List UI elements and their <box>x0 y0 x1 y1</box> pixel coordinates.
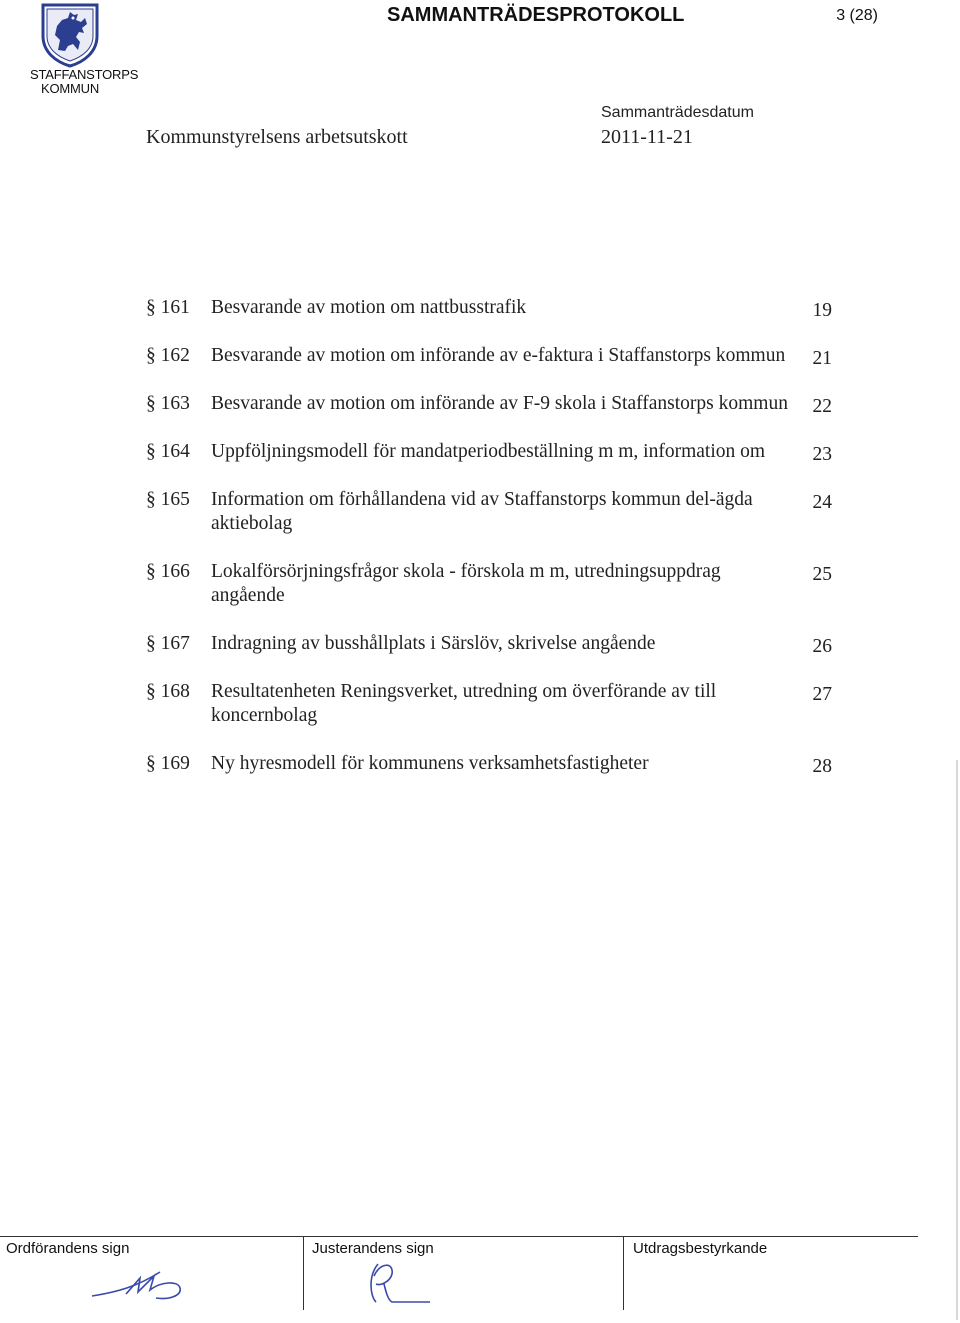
paragraph-number: § 167 <box>146 633 190 654</box>
agenda-list <box>146 296 836 776</box>
agenda-item <box>146 632 836 656</box>
page-number: 3 (28) <box>836 7 878 24</box>
adjuster-signature <box>364 1256 444 1312</box>
agenda-item-page: 27 <box>812 684 832 705</box>
agenda-item <box>146 752 836 776</box>
agenda-item-page: 24 <box>812 492 832 513</box>
signature-footer <box>0 1236 960 1323</box>
paragraph-number: § 163 <box>146 393 190 414</box>
logo-text-line2: KOMMUN <box>40 81 100 96</box>
agenda-item-title: Uppföljningsmodell för mandatperiodbeställning m m, information om <box>211 441 766 462</box>
paragraph-number: § 166 <box>146 561 190 582</box>
paragraph-number: § 168 <box>146 681 190 702</box>
paragraph-number: § 169 <box>146 753 190 774</box>
chair-signature <box>88 1258 208 1308</box>
adjuster-sign-label: Justerandens sign <box>312 1240 434 1257</box>
agenda-item-page: 28 <box>812 756 832 777</box>
agenda-item-title: Information om förhållandena vid av Staffanstorps kommun del-ägda aktiebolag <box>211 489 753 534</box>
agenda-item-page: 19 <box>812 300 832 321</box>
document-title: SAMMANTRÄDESPROTOKOLL <box>387 4 685 26</box>
agenda-item-title: Besvarande av motion om införande av F-9 skola i Staffanstorps kommun <box>211 393 788 414</box>
agenda-item-title: Ny hyresmodell för kommunens verksamhetsfastigheter <box>211 753 649 774</box>
agenda-item-title: Lokalförsörjningsfrågor skola - förskola m m, utredningsuppdrag angående <box>211 561 721 606</box>
agenda-item-page: 26 <box>812 636 832 657</box>
agenda-item-page: 21 <box>812 348 832 369</box>
agenda-item-page: 23 <box>812 444 832 465</box>
meeting-date: 2011-11-21 <box>601 126 693 148</box>
footer-divider <box>303 1236 304 1310</box>
agenda-item <box>146 440 836 464</box>
meeting-date-label: Sammanträdesdatum <box>601 104 754 121</box>
chair-sign-label: Ordförandens sign <box>6 1240 130 1257</box>
paragraph-number: § 161 <box>146 297 190 318</box>
agenda-item <box>146 560 836 608</box>
footer-divider <box>623 1236 624 1310</box>
committee-name: Kommunstyrelsens arbetsutskott <box>146 126 408 148</box>
agenda-item-title: Besvarande av motion om införande av e-faktura i Staffanstorps kommun <box>211 345 786 366</box>
paragraph-number: § 162 <box>146 345 190 366</box>
certified-copy-label: Utdragsbestyrkande <box>633 1240 768 1257</box>
paragraph-number: § 165 <box>146 489 190 510</box>
agenda-item-title: Besvarande av motion om nattbusstrafik <box>211 297 527 318</box>
agenda-item <box>146 488 836 536</box>
agenda-item <box>146 344 836 368</box>
agenda-item <box>146 680 836 728</box>
footer-rule <box>0 1236 918 1237</box>
agenda-item <box>146 392 836 416</box>
municipality-logo <box>30 2 139 96</box>
agenda-item-title: Indragning av busshållplats i Särslöv, skrivelse angående <box>211 633 656 654</box>
agenda-item-page: 25 <box>812 564 832 585</box>
paragraph-number: § 164 <box>146 441 190 462</box>
agenda-item <box>146 296 836 320</box>
griffin-coat-of-arms-icon <box>40 2 100 68</box>
agenda-item-page: 22 <box>812 396 832 417</box>
logo-text-line1: STAFFANSTORPS <box>30 67 139 82</box>
agenda-item-title: Resultatenheten Reningsverket, utredning om överförande av till koncernbolag <box>211 681 717 726</box>
